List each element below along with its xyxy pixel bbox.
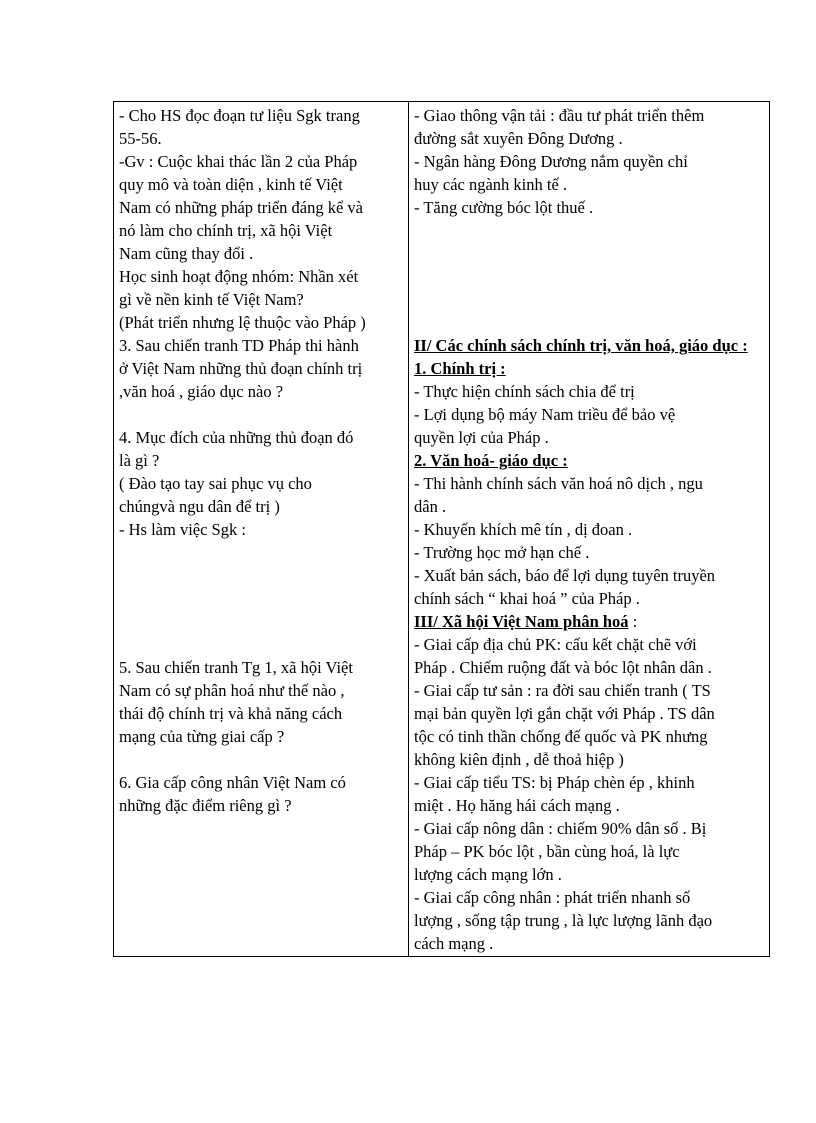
text-line: gì về nền kinh tế Việt Nam?	[119, 290, 304, 309]
text-line: - Giai cấp công nhân : phát triển nhanh số	[414, 888, 691, 907]
text-line: - Trường học mở hạn chế .	[414, 543, 590, 562]
text-line: thái độ chính trị và khả năng cách	[119, 704, 343, 723]
blank-line	[414, 242, 764, 265]
text-line: lượng , sống tập trung , là lực lượng lãnh đạo	[414, 911, 713, 930]
section-heading-3-text: III/ Xã hội Việt Nam phân hoá	[414, 612, 629, 631]
text-line: không kiên định , dễ thoả hiệp )	[414, 750, 624, 769]
lesson-table	[113, 101, 770, 957]
text-line: Pháp – PK bóc lột , bần cùng hoá, là lực	[414, 842, 680, 861]
text-line: mại bản quyền lợi gắn chặt với Pháp . TS dân	[414, 704, 715, 723]
text-line: - Giai cấp tư sản : ra đời sau chiến tranh ( TS	[414, 681, 711, 700]
text-line: chính sách “ khai hoá ” của Pháp .	[414, 589, 640, 608]
text-line: ,văn hoá , giáo dục nào ?	[119, 382, 284, 401]
text-line: - Thực hiện chính sách chia để trị	[414, 382, 635, 401]
text-line: nó làm cho chính trị, xã hội Việt	[119, 221, 333, 240]
text-line: - Cho HS đọc đoạn tư liệu Sgk trang	[119, 106, 360, 125]
text-line: Nam có sự phân hoá như thế nào ,	[119, 681, 345, 700]
text-line: -Gv : Cuộc khai thác lần 2 của Pháp	[119, 152, 358, 171]
question-4: 4. Mục đích của những thủ đoạn đó	[119, 428, 354, 447]
text-line: 55-56.	[119, 129, 162, 148]
text-line: - Hs làm việc Sgk :	[119, 520, 246, 539]
question-3: 3. Sau chiến tranh TD Pháp thi hành	[119, 336, 359, 355]
text-line: ở Việt Nam những thủ đoạn chính trị	[119, 359, 363, 378]
text-line: tộc có tinh thần chống đế quốc và PK nhưng	[414, 727, 708, 746]
text-line: Học sinh hoạt động nhóm: Nhần xét	[119, 267, 359, 286]
question-6: 6. Gia cấp công nhân Việt Nam có	[119, 773, 346, 792]
blank-line	[119, 633, 403, 656]
blank-line	[119, 564, 403, 587]
text-line: - Giai cấp nông dân : chiếm 90% dân số . Bị	[414, 819, 707, 838]
text-line: mạng của từng giai cấp ?	[119, 727, 285, 746]
text-line: - Giai cấp tiểu TS: bị Pháp chèn ép , khinh	[414, 773, 695, 792]
text-line: những đặc điểm riêng gì ?	[119, 796, 292, 815]
question-5: 5. Sau chiến tranh Tg 1, xã hội Việt	[119, 658, 353, 677]
blank-line	[119, 587, 403, 610]
blank-line	[119, 610, 403, 633]
table-row	[114, 102, 770, 957]
text-line: quyền lợi của Pháp .	[414, 428, 549, 447]
blank-line	[119, 748, 403, 771]
content-column	[409, 102, 770, 957]
subheading-culture-education: 2. Văn hoá- giáo dục :	[414, 451, 568, 470]
section-heading-3-colon: :	[628, 612, 638, 631]
text-line: cách mạng .	[414, 934, 494, 953]
text-line: (Phát triển nhưng lệ thuộc vào Pháp )	[119, 313, 366, 332]
text-line: - Thi hành chính sách văn hoá nô dịch , ngu	[414, 474, 703, 493]
text-line: - Khuyến khích mê tín , dị đoan .	[414, 520, 633, 539]
blank-line	[414, 219, 764, 242]
blank-line	[414, 288, 764, 311]
text-line: quy mô và toàn diện , kinh tế Việt	[119, 175, 343, 194]
teacher-activity-column	[114, 102, 409, 957]
blank-line	[119, 541, 403, 564]
text-line: chúngvà ngu dân để trị )	[119, 497, 280, 516]
blank-line	[119, 403, 403, 426]
text-line: đường sắt xuyên Đông Dương .	[414, 129, 623, 148]
text-line: huy các ngành kinh tế .	[414, 175, 568, 194]
blank-line	[414, 311, 764, 334]
text-line: lượng cách mạng lớn .	[414, 865, 562, 884]
text-line: Nam có những pháp triển đáng kể và	[119, 198, 363, 217]
subheading-politics: 1. Chính trị :	[414, 359, 506, 378]
text-line: - Tăng cường bóc lột thuế .	[414, 198, 594, 217]
text-line: - Giao thông vận tải : đầu tư phát triển thêm	[414, 106, 705, 125]
text-line: là gì ?	[119, 451, 160, 470]
text-line: Nam cũng thay đổi .	[119, 244, 254, 263]
section-heading-3	[414, 610, 764, 633]
text-line: miệt . Họ hăng hái cách mạng .	[414, 796, 620, 815]
text-line: - Giai cấp địa chủ PK: cấu kết chặt chẽ với	[414, 635, 697, 654]
blank-line	[414, 265, 764, 288]
section-heading-2: II/ Các chính sách chính trị, văn hoá, giáo dục :	[414, 336, 748, 355]
text-line: ( Đào tạo tay sai phục vụ cho	[119, 474, 312, 493]
text-line: Pháp . Chiếm ruộng đất và bóc lột nhân dân .	[414, 658, 712, 677]
text-line: - Ngân hàng Đông Dương nắm quyền chỉ	[414, 152, 688, 171]
text-line: dân .	[414, 497, 447, 516]
text-line: - Xuất bản sách, báo để lợi dụng tuyên truyền	[414, 566, 716, 585]
text-line: - Lợi dụng bộ máy Nam triều để bảo vệ	[414, 405, 676, 424]
